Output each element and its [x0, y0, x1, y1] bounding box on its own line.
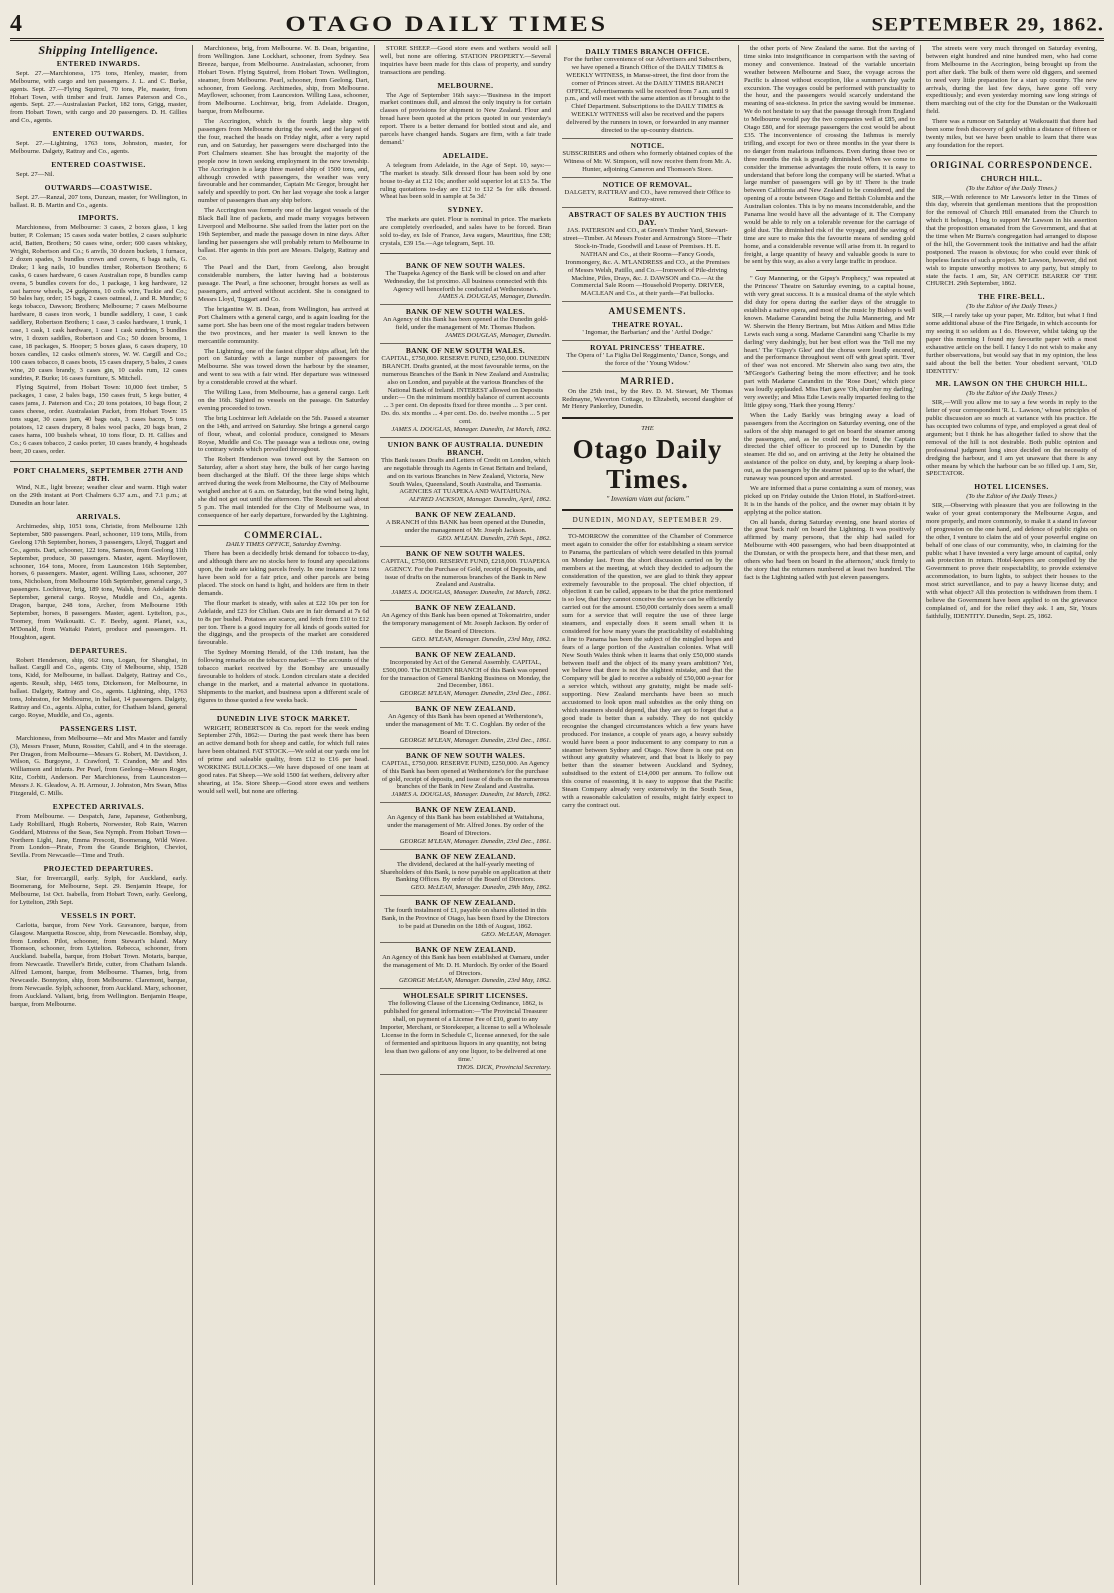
bank-ad-signature: GEO. M'LEAN, Manager. Dunedin, 23rd May, 1862.	[411, 635, 551, 643]
bank-ad-title: BANK OF NEW ZEALAND.	[415, 603, 516, 613]
amusements-list	[562, 318, 733, 372]
married-heading: MARRIED.	[620, 375, 675, 386]
divider	[926, 155, 1097, 156]
notice-ad	[562, 208, 733, 302]
bank-ad	[380, 943, 551, 990]
editorial-continued: the other ports of New Zealand the same. But the saving of time sinks into insignificance in comparison with the saving of money and convenience. Instead of the variable uncertain weather between Melbourne and Suez, the voyage across the Pacific is almost without exception, like a summer's day yacht excursion. The voyages could be performed with punctuality to the hour, and the passengers would scarcely understand the meaning of sea-sickness. In price the saving would be immense. We do not hesitate to say that the passage through from England to Melbourne would pay the two companies well at £85, and to Otago £80, and for steerage passengers the cost would be about £35. The inconvenience of crossing the Isthmus is merely trifling, and except for two or three months in the year there is no danger from malarious influences. Even during those two or three months the risk is greatly diminished. When we come to consider the immense advantages the route offers, it is easy to understand that before long the company will be started. What a large number of passengers will go by it! There is the trade between California and New Zealand to be considered, and the opening of a route between Otago and British Columbia and the Australian colonies. This is by no means inconsiderable, and the Panama line would have all the advantage of it. The Company would be able to rely on a tolerable revenue for the carriage of gold dust. The diminished risk of the voyage, and the saving of time are sure to make this the favourite means of sending gold home, and a considerable revenue will arise from it. In regard to freight, a large quantity of heavy and valuable goods is sure to be sent by this way, as also a very large traffic in produce.	[744, 45, 915, 266]
letter-heading: HOTEL LICENSES.	[974, 482, 1049, 492]
bank-ad-title: BANK OF NEW SOUTH WALES.	[405, 548, 526, 558]
news-paragraph: The Accrington, which is the fourth large ship with passengers from Melbourne during the week, and the largest of the four, reached the heads on Friday night, after a very rapid run, and on Saturday, her passengers were discharged into the Port Chalmers steamer. She has brought the majority of the people now in town seeking employment in the new township. The Accrington is a large three masted ship of 1500 tons, and, although crowded with passengers, the weather was very favourable and her commander, Captain Mc Gregor, brought her safely and speedily to port. On her last voyage she took a larger number of passengers than any ship before.	[198, 118, 369, 205]
bank-ad	[380, 648, 551, 702]
melbourne-heading: MELBOURNE.	[437, 80, 494, 90]
vessels-text: Carlotta, barque, from New York. Gravanore, barque, from Glasgow. Marquetta Roscoe, ship, from Newcastle. Bombay, ship, from London. Pilot, schooner, from Stewart's Island. Mary Thomson, schooner, from Lyttelton. Rebecca, schooner, from Auckland. Isabella, barque, from Hobart Town. Motaris, barque, from Newcastle. Traveller's Bride, cutter, from Chatham Islands. Alfred Lemont, barque, from Melbourne. Thames, brig, from Newcastle. Bonnyton, ship, from Melbourne. Claremont, barque, from Newcastle. Sylph, schooner, from Auckland. Mary, schooner, from Auckland. Valiant, brig, from Wellington. Benjamin Heape, barque, from Melbourne.	[10, 921, 187, 1008]
divider	[756, 270, 903, 271]
bank-ad-title: BANK OF NEW ZEALAND.	[415, 851, 516, 861]
column-shipping	[10, 45, 192, 1585]
bank-ad-title: BANK OF NEW SOUTH WALES.	[405, 307, 526, 317]
notice-ad-body: For the further convenience of our Advertisers and Subscribers, we have opened a Branch Office of the DAILY TIMES & WEEKLY WITNESS, in Manse-street, the first door from the corner of Princes street. At the DAILY TIMES BRANCH OFFICE, Advertisements will be received from 7 a.m. until 9 p.m., and will meet with the same attention as if brought to the Chief Department. Subscriptions to the DAILY TIMES & WEEKLY WITNESS will also be received and the papers delivered by the runners in town, or forwarded in any manner directed to the up-country districts.	[563, 55, 732, 135]
outwards-coastwise-text: Sept. 27.—Ranzal, 207 tons, Dunzan, master, for Wellington, in ballast. R. B. Martin and Co., agents.	[10, 193, 187, 209]
editorial-dateline: DUNEDIN, MONDAY, SEPTEMBER 29.	[562, 517, 733, 529]
news-paragraph: The brig Lochinvar left Adelaide on the 5th. Passed a steamer on the 14th, and arrived on Saturday. She brings a general cargo of flour, wheat, and colonial produce, consigned to Messrs Royse, Muddle and Co. The passage was a tedious one, owing to contrary winds which prevailed throughout.	[198, 414, 369, 454]
bank-ad	[380, 508, 551, 547]
bank-ad-body: Incorporated by Act of the General Assembly. CAPITAL, £500,000. The DUNEDIN BRANCH of this Bank was opened for the transaction of General Banking Business on Monday, the 2nd December, 1861.	[380, 658, 551, 690]
commercial-paragraph: The Sydney Morning Herald, of the 13th instant, has the following remarks on the tobacco market:— The accounts of the tobacco market received by the Bombay are unusually favourable to holders of stock. London circulars state a decided change in the market, and a material advance in quotations. Shipments to the market, and business upon a different scale of figures to those quoted a few weeks back.	[198, 649, 369, 704]
bank-ad	[380, 702, 551, 749]
notice-ad-title: NOTICE OF REMOVAL.	[602, 179, 693, 189]
bank-ad	[380, 803, 551, 850]
imports-text: Marchioness, from Melbourne: 3 cases, 2 boxes glass, 1 keg butter, P. Coleman; 15 cases soda water bottles, 2 cases sulphuric acid, Batten, Brothers; 50 cases wine, order; 600 cases whiskey, Wright, Robertson and Co.; 6 anvils, 30 dozen buckets, 1 furnace, 2 dozen spades, 3 bundles crown and covers, 6 bags nails, G. Drake; 1 keg nails, 10 bundles timber, Robertson Brothers; 6 casks, 6 cases hardware, 6 cases Australian rope, 8 bundles camp ovens, 5 bundles covers for do., 1 package, 1 keg hardware, 12 cast harrow wheels, 24 gudgeons, 10 coils wire, Tuckie and Co.; 50 bales hay, order; 15 bags, 2 cases oatmeal, J. and R. Mundie; 6 kegs tobacco, Dawson; Brothers; Melbourne; 7 cases Melbourne hardware, 8 cases iron work, 1 bundle saddlery, 1 case, 1 cask saddlery, Robertson Brothers; 1 case, 3 casks hardware, 1 trunk, 1 case, 1 cask, 1 cask hardware, 1 case 1 cask sundries, 5 bundles wire, 1 dozen saddles, Robertson and Co.; 50 dozen brooms, 1 case, 18 packages, S. Hooper; 5 boxes glass, 6 cases drapery, 10 boxes candles, 12 casks oilmen's stores, W. W. Cargill and Co.; 100 cases tobacco, 8 cases boots, 15 cases drapery, 5 bales, 2 cases wine, 20 cases brandy, 3 cases gin, 10 casks rum, 12 cases sundries, P. Burke; 16 cases furniture, S. Mitchell.	[10, 224, 187, 382]
news-paragraph: There was a rumour on Saturday at Waikouaiti that there had been some fresh discovery of gold within a distance of fifteen or twenty miles, but we have been unable to learn that there was any foundation for the report.	[926, 118, 1097, 149]
bank-ad-title: BANK OF NEW ZEALAND.	[415, 704, 516, 714]
sydney-heading: SYDNEY.	[447, 205, 484, 215]
station-text: STORE SHEEP.—Good store ewes and wethers would sell well, but none are offering. STATION PROPERTY.—Several inquiries have been made for this class of property, and sundry transactions are pending.	[380, 45, 551, 76]
departures-text: Robert Henderson, ship, 662 tons, Logan, for Shanghai, in ballast. Cargill and Co., agents. City of Melbourne, ship, 1528 tons, Kidd, for Melbourne, in ballast. Dalgety, Rattray and Co., agents. Result, ship, 1465 tons, Dickenson, for Melbourne, in ballast. Dalgety, Rattray and Co., agents. Lightning, ship, 1763 tons, Johnston, for Melbourne, in ballast, 14 passengers. Dalgety, Rattray and Co., agents. Alpha, cutter, for Chatham Island, general cargo. Royse, Muddle, and Co., agents.	[10, 656, 187, 719]
letter-subheading: (To the Editor of the Daily Times.)	[966, 184, 1057, 192]
bank-ad-title: BANK OF NEW ZEALAND.	[415, 944, 516, 954]
column-editorial-cont	[738, 45, 920, 1585]
entered-coastwise-heading: ENTERED COASTWISE.	[51, 159, 146, 169]
notice-ad-body: SUBSCRIBERS and others who formerly obtained copies of the Witness of Mr. W. Simpson, will now receive them from Mr. A. Hunter, adjoining Cameron and Thomson's Store.	[562, 149, 733, 173]
bank-ad-title: WHOLESALE SPIRIT LICENSES.	[402, 991, 529, 1001]
sydney-text: The markets are quiet. Flour is nominal in price. The markets are completely overloaded, and sales have to be forced. Bran sold to-day, ex Isle of France, Java sugars, Mauritius, fine £38; crystals, £39 15s.—Age telegram, Sept. 10.	[380, 216, 551, 247]
amusement-ad-body: The Opera of ' La Figlia Del Reggimento,' Dance, Songs, and the force of the ' Young Widow.'	[566, 351, 729, 367]
bank-ad	[380, 547, 551, 601]
adelaide-text: A telegram from Adelaide, in the Age of Sept. 10, says:— 'The market is steady. Silk dressed flour has been sold by one house to-day at £12 10s; another sold superior lot at £13 5s. The ruling quotations to-day are £12 to £12 5s for silk dressed. Wheat has been sold in sample at 5s 3d.'	[380, 161, 551, 201]
bank-ad	[380, 438, 551, 508]
commercial-heading: COMMERCIAL.	[244, 529, 323, 540]
column-markets-banks	[374, 45, 556, 1585]
bank-ad-title: BANK OF NEW ZEALAND.	[415, 510, 516, 520]
divider	[210, 709, 357, 710]
bank-ad-body: The fourth instalment of £1, payable on shares allotted in this Bank, in the Province of Otago, has been fixed by the Directors to be paid at Dunedin on the 18th of August, 1862.	[381, 907, 550, 930]
bank-ad	[380, 305, 551, 344]
bank-ad-signature: THOS. DICK, Provincial Secretary.	[456, 1063, 551, 1071]
column-correspondence	[920, 45, 1102, 1585]
news-paragraph: The Pearl and the Dart, from Geelong, also brought considerable numbers, the latter having had a boisterous passage. The Pearl, a fine schooner, brought horses as well as passengers, and arrived without accident. She is consigned to Messrs Lloyd, Tuggart and Co.	[198, 264, 369, 304]
departures-heading: DEPARTURES.	[69, 645, 128, 655]
bank-ad-signature: JAMES A. DOUGLAS, Manager. Dunedin, 1st March, 1862.	[391, 791, 551, 799]
bank-ad-body: An Agency of this Bank has been opened at Wetherstone's, under the management of Mr. T. C. Coghlan. By order of the Board of Directors.	[385, 713, 546, 736]
news-paragraph: The Lightning, one of the fastest clipper ships afloat, left the port on Saturday with a large number of passengers for Melbourne. She was towed down the harbour by the steamer, and went to sea with a fair wind. Her departure was witnessed by a considerable crowd at the wharf.	[198, 347, 369, 387]
projected-heading: PROJECTED DEPARTURES.	[43, 864, 154, 874]
bank-ad-title: BANK OF NEW SOUTH WALES.	[405, 346, 526, 355]
letter-subheading: (To the Editor of the Daily Times.)	[966, 493, 1057, 501]
bank-ad-body: The following Clause of the Licensing Ordinance, 1862, is published for general information:—'The Provincial Treasurer shall, on payment of a License Fee of £10, grant to any Importer, Merchant, or Storekeeper, a license to sell a Wholesale License in the form in Schedule C, license annexed, for the sale of fermented and spirituous liquors in any quantity, not being less than two gallons of any one liquor, to be delivered at one time.'	[380, 1000, 551, 1063]
amusement-ad-title: THEATRE ROYAL.	[612, 320, 683, 330]
adelaide-heading: ADELAIDE.	[442, 150, 489, 160]
married-text: On the 25th inst., by the Rev. D. M. Stewart, Mr Thomas Redmayne, Waverton Cottage, to Elizabeth, second daughter of Mr Henry Pankerley, Dunedin.	[562, 387, 733, 411]
bank-ad-signature: GEO. McLEAN, Manager.	[481, 930, 551, 938]
commercial-paragraph: There has been a decidedly brisk demand for tobacco to-day, and although there are no stocks here to found any speculations upon, the trade are taking parcels freely. In one instance 12 tons have been sold for a fair price, and other parcels are being placed. The stock on hand is light, and holders are firm in their demands.	[198, 550, 369, 597]
letter-heading: CHURCH HILL.	[980, 173, 1043, 183]
divider	[10, 461, 187, 462]
imports-heading: IMPORTS.	[78, 213, 119, 223]
bank-ad-title: BANK OF NEW SOUTH WALES.	[405, 260, 526, 270]
amusement-ad	[562, 341, 733, 372]
bank-ad-body: An Agency of this Bank has been established at Oamaru, under the management of Mr. D. H. Murdoch. By order of the Board of Directors.	[382, 953, 549, 977]
bank-ad-title: BANK OF NEW ZEALAND.	[415, 805, 516, 815]
notices	[562, 45, 733, 302]
column-shipping-news	[192, 45, 374, 1585]
bank-ad-body: A BRANCH of this BANK has been opened at the Dunedin, under the management of Mr. Joseph Jackson.	[385, 519, 546, 535]
entered-inwards-heading: ENTERED INWARDS.	[56, 58, 141, 68]
bank-ad-signature: GEORGE McLEAN, Manager. Dunedin, 23rd May, 1862.	[399, 977, 551, 985]
bank-ad-title: UNION BANK OF AUSTRALIA. DUNEDIN BRANCH.	[387, 439, 544, 457]
bank-ad-signature: GEO. M'LEAN. Dunedin, 27th Sept., 1862.	[437, 534, 551, 542]
port-chalmers-heading: PORT CHALMERS, SEPTEMBER 27TH AND 28TH.	[13, 465, 184, 483]
motto: " Inveniam viam aut faciam."	[606, 495, 689, 504]
letter-text: SIR,—Will you allow me to say a few words in reply to the letter of your correspondent 'R. L. Lawson,' whose principles of public discussion are so much at variance with his practice. He has occupied two columns of type, and employed a great deal of argument; but I think he has altogether failed to show that the removal of the hill is not desirable. Both public opinion and professional judgment long since decided on the necessity of dredging the harbour, and I am yet unaware that there is any other means by which the harbour can be so filled up. I am, Sir, SPECTATOR.	[926, 399, 1097, 478]
bank-advertisements	[380, 259, 551, 1076]
page-number: 4	[10, 11, 22, 37]
commercial-paragraph: The flour market is steady, with sales at £22 10s per ton for Adelaide, and £23 for Chilian. Oats are in fair demand at 7s 6d to 8s per bushel. Potatoes are scarce, and fetch from £10 to £12 per ton. There is a good inquiry for all kinds of goods suited for the diggings, and the prospects of the market are considered favourable.	[198, 599, 369, 647]
bank-ad-body: An Agency of this Bank has been established at Waitahuna, under the management of Mr. Alfred Jones. By order of the Board of Directors.	[387, 814, 544, 837]
bank-ad	[380, 850, 551, 897]
bank-ad-signature: GEO. McLEAN, Manager. Dunedin, 29th May, 1862.	[410, 884, 551, 892]
bank-ad-signature: JAMES DOUGLAS, Manager, Dunedin.	[445, 332, 551, 340]
news-paragraph: The Robert Henderson was towed out by the Samson on Saturday, after a short stay here, the bulk of her cargo having been discharged at the Bluff. Of the three large ships which arrived during the week from Melbourne, the City of Melbourne weighed anchor at 6 a.m. on Saturday, but the wind being light, she did not get out until the afternoon. The Result set sail about 5 p.m. The mail intended for the City of Melbourne was, in consequence of her early departure, forwarded by the Lightning.	[198, 456, 369, 519]
entered-outwards-heading: ENTERED OUTWARDS.	[52, 129, 145, 139]
bank-ad-body: The dividend, declared at the half-yearly meeting of Shareholders of this Bank, is now payable on application at their Banking Offices. By order of the Board of Directors.	[380, 860, 551, 884]
divider	[380, 253, 551, 254]
commercial-subheading: DAILY TIMES OFFICE, Saturday Evening.	[225, 541, 342, 549]
bank-ad-signature: GEORGE M'LEAN, Manager. Dunedin, 23rd Dec., 1861.	[399, 837, 551, 845]
bank-ad-signature: JAMES A. DOUGLAS, Manager. Dunedin, 1st March, 1862.	[391, 589, 551, 597]
news-paragraph: We are informed that a purse containing a sum of money, was picked up on Friday outside the Union Hotel, in Stafford-street. It is in the hands of the police, and the owner may obtain it by applying at the police station.	[744, 484, 915, 516]
notice-ad	[562, 139, 733, 178]
news-paragraph: The brigantine W. B. Dean, from Wellington, has arrived at Port Chalmers with a general cargo, and is again loading for the same port. She has been one of the most regular traders between the two provinces, and her master is well known to the mercantile community.	[198, 306, 369, 345]
bank-ad-signature: GEORGE M'LEAN, Manager. Dunedin, 23rd Dec., 1861.	[399, 690, 551, 698]
notice-ad	[562, 178, 733, 209]
letter-heading: THE FIRE-BELL.	[977, 292, 1045, 302]
entered-coastwise-text: Sept. 27—Nil.	[16, 170, 55, 178]
amusement-ad-body: ' Ingomar, the Barbarian;' and the ' Artful Dodge.'	[582, 329, 713, 337]
port-chalmers-text: Wind, N.E., light breeze; weather clear and warm. High water on the 29th instant at Port Chalmers 6.37 a.m., and 7.1 p.m.; at Dunedin an hour later.	[10, 484, 187, 508]
amusement-ad	[562, 318, 733, 341]
bank-ad-title: BANK OF NEW ZEALAND.	[415, 649, 516, 659]
news-paragraph: The Accrington was formerly one of the largest vessels of the Black Ball line of packets, and made many voyages between Liverpool and Melbourne. She sailed from the latter port on the 19th September, and made the passage down in nine days. After landing her passengers she will probably return to Melbourne in ballast. Her agents in this port are Messrs. Dalgety, Rattray and Co.	[198, 207, 369, 262]
bank-ad-signature: JAMES A. DOUGLAS, Manager. Dunedin, 1st March, 1862.	[391, 426, 551, 434]
news-paragraph: When the Lady Barkly was bringing away a load of passengers from the Accrington on Saturday evening, one of the sailors of the ship managed to get on board the steamer among the passengers, and, as he could not be found, the Captain directed the chief officer to proceed up to Dunedin by the steamer. He did so, and on arriving at the Jetty he obtained the assistance of the police on duty, and, by keeping a sharp look-out, as the passengers by the steamer passed up to the wharf, the runaway was pounced upon and arrested.	[744, 411, 915, 483]
bank-ad	[380, 601, 551, 648]
letter-subheading: (To the Editor of the Daily Times.)	[966, 303, 1057, 311]
nameplate-block	[562, 417, 733, 511]
melbourne-text: The Age of September 16th says:—'Business in the import market continues dull, and almost the only inquiry is for certain classes of provisions for shipment to New Zealand. Flour and bread have been quoted at the prices quoted in our yesterday's report. There is a better demand for bottled stout and ale, and parcels have changed hands. Sugars are firm, with a fair trade demand.'	[380, 91, 551, 146]
bank-ad-body: CAPITAL, £750,000. RESERVE FUND, £250,000. DUNEDIN BRANCH. Drafts granted, at the most favourable terms, on the numerous Branches of the Bank in New Zealand and Australia; also on London, and payable at the various Branches of the National Bank of Ireland. INTEREST allowed on Deposits under:— On the minimum monthly balance of current accounts ... 3 per cent. On deposits fixed for three months ... 3 per cent. Do. do. six months ... 4 per cent. Do. do. twelve months ... 5 per cent.	[380, 354, 551, 426]
imports-more-text: Flying Squirrel, from Hobart Town: 10,000 feet timber, 5 packages, 1 case, 2 bales bags, 150 cases fruit, 5 kegs butter, 4 cases jams, J. Paterson and Co.; 20 tons potatoes, 10 bags flour, 2 cases cheese, order. Australasian Packet, from Hobart Town: 15 tons sugar, 30 cases jam, 40 bags oats, 3 cases bacon, 5 tons potatoes, 12 cases drapery, 8 bales wool packs, 20 bags bran, 2 cases hams, 100 bushels wheat, 10 tons flour, D. H. Gillies and Co.; 6 cases tobacco, 2 casks porter, 10 cases brandy, 4 hogsheads beer, 20 cases, order.	[10, 384, 187, 455]
bank-ad-title: BANK OF NEW ZEALAND.	[415, 898, 516, 908]
arrivals-heading: ARRIVALS.	[76, 512, 121, 522]
letter-heading: MR. LAWSON ON THE CHURCH HILL.	[935, 379, 1088, 389]
bank-ad-body: The Tuapeka Agency of the Bank will be closed on and after Wednesday, the 1st proximo. All business connected with this Agency will henceforth be conducted at Wetherstone's.	[384, 269, 547, 293]
livestock-heading: DUNEDIN LIVE STOCK MARKET.	[216, 713, 351, 723]
notice-ad-title: DAILY TIMES BRANCH OFFICE.	[585, 47, 710, 56]
bank-ad	[380, 749, 551, 803]
news-paragraph: The streets were very much thronged on Saturday evening, between eight hundred and nine hundred men, who had come from Melbourne in the Accrington, being brought up from the port after dark. The bulk of them were old diggers, and seemed to need very little preparation for a start up country. The new arrivals, during the last few days, have gone off very expeditiously; and even yesterday morning saw long strings of them marching out of the city for the Dunstan or the Waikouaiti field.	[926, 45, 1097, 116]
bank-ad	[380, 259, 551, 306]
bank-ad-body: This Bank issues Drafts and Letters of Credit on London, which are negotiable through its Agents in Great Britain and Ireland, and on its various Branches in New Zealand, Victoria, New South Wales, Queensland, South Australia, and Tasmania. AGENCIES AT TUAPEKA AND WAITAHUNA.	[380, 456, 551, 496]
outwards-coastwise-heading: OUTWARDS—COASTWISE.	[44, 182, 153, 192]
projected-text: Star, for Invercargill, early. Sylph, for Auckland, early. Boomerang, for Melbourne, Sept. 29. Benjamin Heape, for Melbourne, 1st Oct. Isabella, from Hobart Town, early. Geelong, for Lyttelton, 29th Sept.	[10, 875, 187, 906]
divider	[198, 525, 369, 526]
bank-ad	[380, 344, 551, 438]
bank-ad-body: An Agency of this Bank has been opened at Tokomairiro, under the temporary management of Mr. Joseph Jackson. By order of the Board of Directors.	[381, 612, 550, 635]
entered-inwards-text: Sept. 27.—Marchioness, 175 tons, Henley, master, from Melbourne, with cargo and ten passengers. J. L. and C. Burke, agents. Sept. 27.—Flying Squirrel, 70 tons, Ple, master, from Hobart Town, with timber and fruit. James Paterson and Co., agents. Sept. 27.—Australasian Packet, 182 tons, Grigg, master, from Hobart Town, with cargo and 20 passengers. D. H. Gillies and Co., agents.	[10, 69, 187, 125]
bank-ad	[380, 896, 551, 943]
nameplate-pre: THE	[641, 425, 654, 433]
notice-ad-body: DALGETY, RATTRAY and CO., have removed their Office to Rattray-street.	[564, 188, 731, 204]
letter-text: SIR,—I rarely take up your paper, Mr. Editor, but what I find some additional abuse of the Fire Brigade, in which accounts for my seeing it so seldom as I do. However, whilst taking up the paper this morning I found my favourite paper with a most exhaustive article on the bell. I fancy I do not wish to make any further observations, but would say that in my opinion, the less said about the bell the better. Your obedient servant, 'OLD IDENTITY.'	[926, 312, 1097, 375]
letter-text: SIR,—With reference to Mr Lawson's letter in the Times of this day, wherein that gentleman mentions that the proposition for the removal of Church Hill emanated from the Church to which it belongs, I beg to support Mr Lawson in his assertion that the proposition emanated from the Government, and that at the time when Mr Burns's congregation had arranged to dispose of the hill, the Government took the initiative and had the affair postponed. The reason is obvious; for who could ever think of hopeless fancies of such a project. Mr Lawson, however, did not wish to impute unworthy motives to any party, but simply to state the facts. I am, Sir, AN OFFICE BEARER OF THE CHURCH. 29th September, 1862.	[926, 193, 1097, 288]
vessel-list: Marchioness, brig, from Melbourne. W. B. Dean, brigantine, from Wellington. Jane Lockhart, schooner, from Sydney. Sea Breeze, barque, from Melbourne. Australasian, schooner, from Hobart Town. Flying Squirrel, from Hobart Town. Wellington, steamer, from Melbourne. Pearl, schooner, from Geelong. Dart, schooner, from Geelong. Archimedes, ship, from Melbourne. Mayflower, schooner, from Launceston. Willing Lass, schooner, from Melbourne. Lochinvar, brig, from Adelaide. Dragon, barque, from Melbourne.	[198, 45, 369, 116]
editorial-text: TO-MORROW the committee of the Chamber of Commerce meet again to consider the offer for establishing a steam service to Panama, the particulars of which were detailed in this journal on Monday last. From the short discussion carried on by the members at the meeting, at which they decided to adjourn the consideration of the question, we are glad to think they appear extremely favourable to the proposal. The chief objection, if objection it can be called, appears to be that the price mentioned is so low, that they cannot conceive the service can be efficiently carried out for the amount. £50,000 certainly does seem a small sum for a service that will require the use of three large steamers, and especially does it seem small when it is considered for how many years the practicability of establishing a line to Panama has been the subject of the mingled hopes and fears of a large portion of the Australian colonies. What will New South Wales think when it learns that only £50,000 stands between itself and the object of its many years ambition? Yet, we believe that there is not the slightest mistake, and that the Company will be glad to receive a subsidy of £50,000 a-year for a service which, without any gratuity, might be made self-supporting. New Zealand merchants have been so much accustomed to look upon mail subsidies as the only thing on which steamers should depend, that they are apt to forget that a good trade is better than a subsidy. They do not quickly recognise the changed circumstances which a few years have produced. For instance, a couple of years ago, a heavy subsidy would have been a poor inducement to any company to run a steamer between Sydney and Otago. Now there is one put on without any gratuity whatever, and that boat is likely to pay better than the steamer between Auckland and Sydney, subsidised to the extent of £14,000 per annum. To follow out this course of reasoning, it is easy to suppose that the Pacific Steam Company already very extensively in the South Seas, with a reasonable calculation of results, might fairly expect to carry the contract out.	[562, 533, 733, 809]
bank-ad-title: BANK OF NEW SOUTH WALES.	[405, 750, 526, 760]
entered-outwards-text: Sept. 27.—Lightning, 1763 tons, Johnston, master, for Melbourne. Dalgety, Rattray and Co., agents.	[10, 140, 187, 155]
letter-text: SIR,—Observing with pleasure that you are following in the wake of your great contemporary the Melbourne Argus, and more properly, and more commonly, to make it a stand in favour of progression on the one hand, and defence of public rights on the other, I venture to claim the aid of your powerful engine on behalf of one class of our community, who, in claiming for the public what I have invested a very large amount of capital, only ask protection in return. Hotel-keepers are compelled by the Government to prove their respectability, to provide extensive accommodation, to burn lights, to subject their houses to the most strict surveillance, and to pay a heavy license duty; and with what object? All this protection is withdrawn from them. I believe the Government have been applied to on the grievance complained of, and for the relief they ask. I am, Sir, Yours faithfully, IDENTITY. Dunedin, Sept. 25, 1862.	[926, 502, 1097, 620]
page-header	[10, 8, 1104, 41]
bank-ad-signature: ALFRED JACKSON, Manager. Dunedin, April, 1862.	[408, 496, 551, 504]
notice-ad-title: ABSTRACT OF SALES BY AUCTION THIS DAY.	[568, 210, 727, 228]
news-paragraph: The Willing Lass, from Melbourne, has a general cargo. Left on the 16th. Sighted no vessels on the passage. On Saturday evening proceeded to town.	[198, 389, 369, 412]
passengers-heading: PASSENGERS LIST.	[60, 723, 137, 733]
letter-subheading: (To the Editor of the Daily Times.)	[966, 390, 1057, 398]
notice-ad-title: NOTICE.	[630, 140, 665, 150]
amusements-heading: AMUSEMENTS.	[608, 306, 687, 317]
expected-text: From Melbourne. — Despatch, Jane, Japanese, Gothenburg, Lady Robilliard, Hugh Roberts, Norwester, Rob Rain, Warren Goddard, Mistress of the Seas, Sea Nymph. From Hobart Town—Northern Light, Jane, Emma Prescott, Boomerang, Wild Wave. From London—Pirate, From the Grande Brighton, Cheviot, Sevilla. From Newcastle—Time and Truth.	[10, 812, 187, 860]
columns	[10, 45, 1104, 1585]
notice-ad-body: JAS. PATERSON and CO., at Green's Timber Yard, Stewart-street—Timber. At Messrs Foster and Armstrong's Store—Their Stock-in-Trade, Goodwill and Lease of Premises. H. E. NATHAN and Co., at their Rooms—Fancy Goods, Ironmongery, &c. A. M'LANDRESS and CO., at the Premises of Messrs Welsh, Patillo, and Co.—Ironwork of Pile-driving Machine, Piles, Drays, &c. J. DAWSON and Co.—At the Commercial Sale Room —Household Property. DRIVER, MACLEAN and Co., at their yards—Fat bullocks.	[563, 227, 732, 298]
arrivals-text: Archimedes, ship, 1051 tons, Christie, from Melbourne 12th September, 580 passengers. Pearl, schooner, 119 tons, Mills, from Geelong 17th September, horses, 3 passengers, Lloyd, Tuggart and Co., agents. Dart, schooner, 122 tons, Samson, from Geelong 11th September, produce, 30 passengers. Master, agent. Mayflower, schooner, 164 tons, Moore, from Launceston 16th September, horses, 6 passengers. Master, agent. Willing Lass, schooner, 207 tons, Nicholson, from Melbourne 16th September, general cargo, 3 passengers. Lochinvar, brig, 189 tons, Walsh, from Adelaide 5th September, general cargo. Royse, Muddle and Co., agents. Dragon, barque, 248 tons, Archer, from Melbourne 19th September, horses, 8 passengers. Master, agent. Lyttelton, p.s., Toomey, from Waikouaiti. C. F. Beeby, agent. Planet, s.s., M'Donald, from Waitaki Pateri, produce and passengers. H. Houghton, agent.	[10, 523, 187, 641]
correspondence-heading: ORIGINAL CORRESPONDENCE.	[930, 159, 1093, 170]
shipping-title: Shipping Intelligence.	[38, 45, 159, 57]
bank-ad-signature: JAMES A. DOUGLAS, Manager, Dunedin.	[437, 293, 551, 301]
livestock-text: WRIGHT, ROBERTSON & Co. report for the week ending September 27th, 1862:— During the past week there has been an active demand both for sheep and cattle, for which full rates have been obtained. FAT STOCK.—We sold at our yards one lot of prime and saleable quality, from £12 to £16 per head. WORKING BULLOCKS.—We have disposed of one team at good rates. Fat Sheep.—We sold 1500 fat wethers, delivery after shearing, at 15s. Store Sheep.—Good store ewes and wethers would sell well, but none are offering.	[198, 724, 369, 795]
notice-ad	[562, 45, 733, 139]
column-notices-editorial	[556, 45, 738, 1585]
bank-ad-body: CAPITAL, £750,000. RESERVE FUND, £250,000. An Agency of this Bank has been opened at Wetherstone's for the purchase of gold, receipt of deposits, and issue of drafts on the numerous branches of the Bank in New Zealand and Australia.	[381, 759, 550, 791]
passengers-text: Marchioness, from Melbourne—Mr and Mrs Master and family (3), Messrs Fraser, Munn, Rossiter, Cahill, and 4 in the steerage. Per Dragon, from Melbourne—Messrs G. Robert, M. Davidson, J. Wilson, G. Burgoyne, J. Crawford, T. Crandon, Mr and Mrs Williamson and infants. Per Pearl, from Geelong—Messrs Roger, Kitz, Corbitt, Anderson. Per Marchioness, from Launceston—Messrs J. K. Gleadow, A. H. Armour, J. Johnston, Mrs Swan, Miss Fitzgerald, C. Mills.	[10, 734, 187, 798]
news-paragraph: On all hands, during Saturday evening, one heard stories of the great 'back rush' on board the Lightning. It was positively affirmed by many persons, that the ship had sailed for Melbourne with 400 passengers, who had been disappointed at the Dunstan, or with the prospects here, and that these men, and others who had 'been on board in the afternoon,' stuck firmly to the story that the returners numbered at least two hundred. The fact is the Lightning sailed with just eleven passengers.	[744, 518, 915, 581]
bank-ad-body: An Agency of this Bank has been opened at the Dunedin gold-field, under the management of Mr. Thomas Hudson.	[383, 316, 548, 332]
theatre-paragraph: " Guy Mannering, or the Gipsy's Prophecy," was repeated at the Princess' Theatre on Saturday evening, to a capital house, with very great success. It is a musical drama of the style which did duty for opera during the earlier days of the struggle to establish a native opera, and most of the music by Bishop is well known. Madame Carandini being the Julia Mannering, and Mr W. Sherwin the Henry Bertram, but Miss Aitken and Miss Edie Lewis each sung a song. Madame Carandini sang 'Charlie is my darling' very dashingly, but her best effort was the 'Tell me my heart.' The 'Gipsy's Glee' and the chorus were loudly encored, and the performance throughout went off with great spirit. 'Ever of thee' was not encored. Mr Sherwin also sang two airs, the 'M'Gregor's Gathering' being the more effective; and he took part with Madame Carandini in the 'Rose Duet,' which piece was loudly applauded. Miss Hart gave 'Oh, slumber my darling,' very sweetly; and Miss Edie Lewis really imparted feeling to the little gipsy song, 'Hark thee young Henry.'	[744, 275, 915, 409]
bank-ad	[380, 989, 551, 1075]
expected-heading: EXPECTED ARRIVALS.	[52, 801, 145, 811]
bank-ad-signature: GEORGE M'LEAN, Manager. Dunedin, 23rd Dec., 1861.	[399, 736, 551, 744]
amusement-ad-title: ROYAL PRINCESS' THEATRE.	[590, 343, 705, 352]
bank-ad-body: CAPITAL, £750,000. RESERVE FUND, £218,000. TUAPEKA AGENCY. For the Purchase of Gold, receipt of Deposits, and issue of drafts on the numerous branches of the Bank in New Zealand and Australia.	[381, 557, 550, 589]
vessels-heading: VESSELS IN PORT.	[61, 910, 136, 920]
header-date: SEPTEMBER 29, 1862.	[871, 13, 1104, 35]
nameplate: Otago Daily Times.	[572, 434, 723, 495]
running-masthead: OTAGO DAILY TIMES	[285, 11, 609, 36]
